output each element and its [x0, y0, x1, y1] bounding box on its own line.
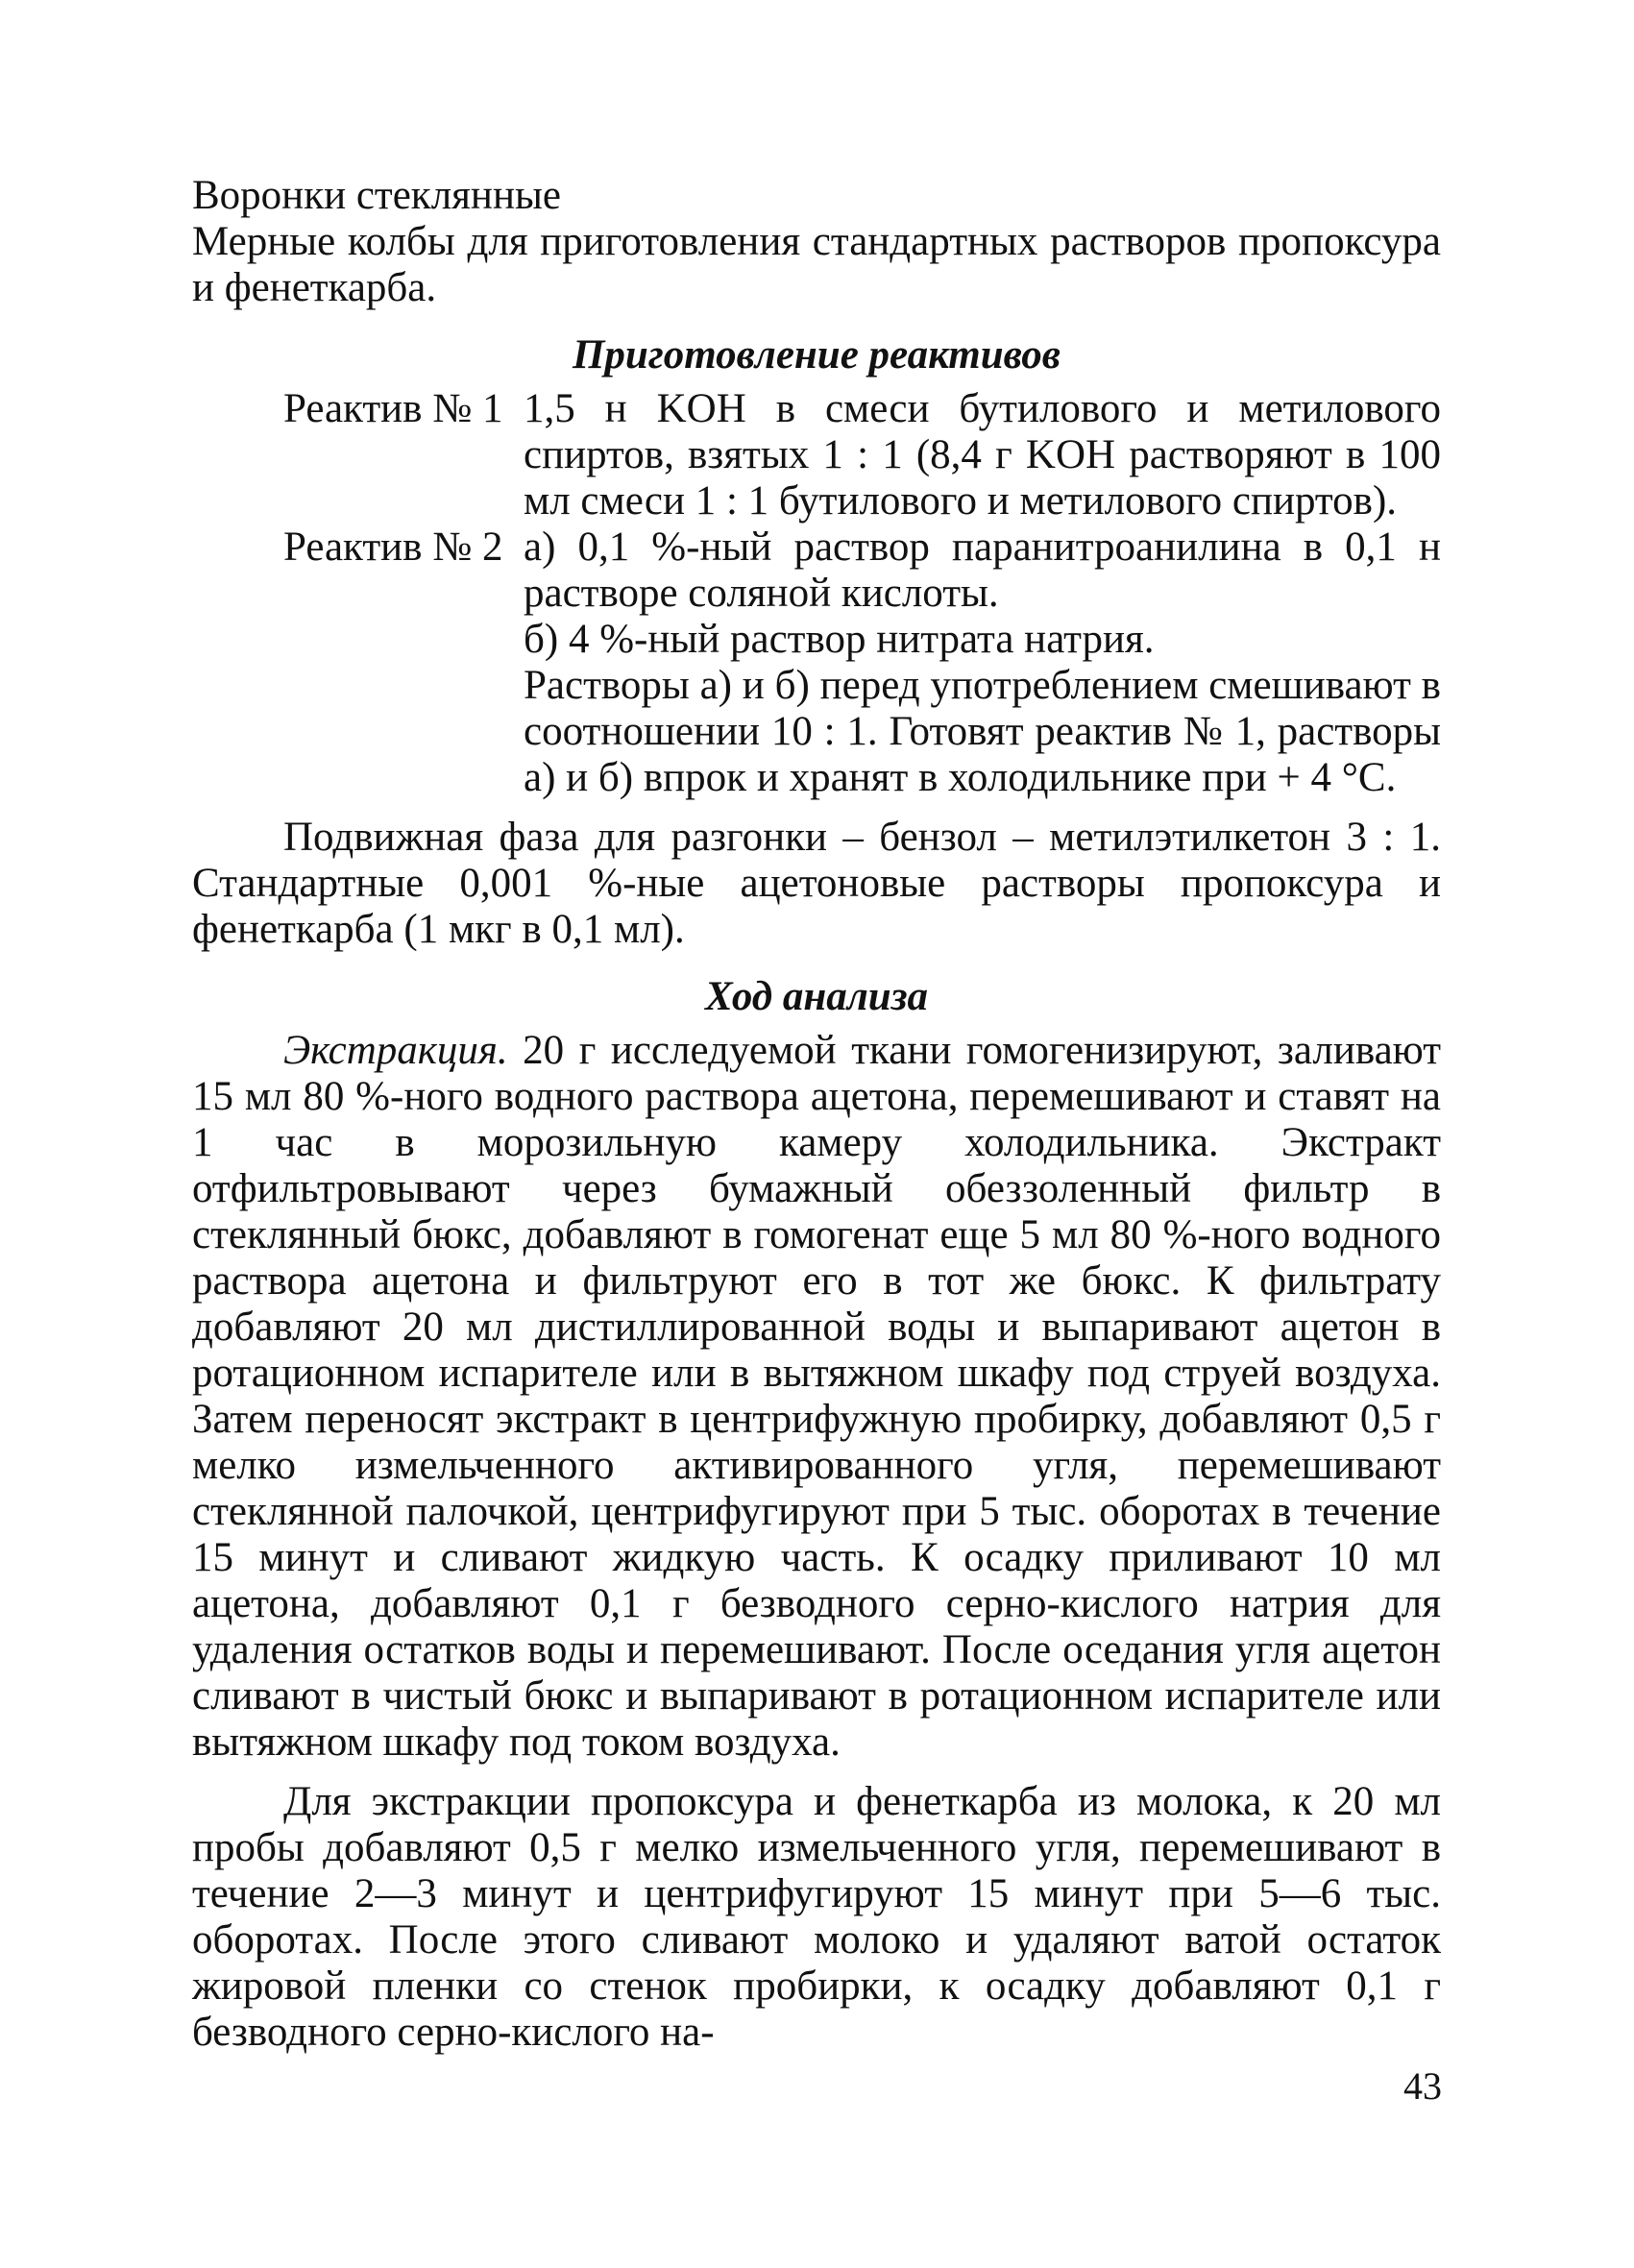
analysis-heading: Ход анализа: [705, 974, 928, 1019]
reagent-1-text: [524, 386, 1441, 524]
reagent-1-label: Реактив № 1: [283, 386, 503, 431]
reagent-2: [283, 524, 1441, 801]
document-page: [192, 173, 1441, 2056]
page-number: 43: [1403, 2064, 1442, 2108]
equipment-line-flasks: Мерные колбы для приготовления стандартных растворов пропоксура и фенеткарба.: [192, 219, 1441, 310]
reagent-1: [283, 386, 1441, 524]
milk-extraction-paragraph: Для экстракции пропоксура и фенеткарба из молока, к 20 мл пробы добавляют 0,5 г мелко измельченного угля, перемешивают в течение 2—3 минут и центрифугируют 15 минут при 5—6 тыс. оборотах. После этого сливают молоко и удаляют ватой остаток жировой пленки со стенок пробирки, к осадку добавляют 0,1 г безводного серно-кислого на-: [192, 1779, 1441, 2055]
reagent-2-solution-b: б) 4 %-ный раствор нитрата натрия.: [524, 617, 1155, 662]
reagent-2-text: [524, 524, 1441, 801]
reagent-2-solution-a: а) 0,1 %-ный раствор паранитроанилина в 0,1 н растворе соляной кислоты.: [524, 524, 1441, 616]
mobile-phase-paragraph: Подвижная фаза для разгонки – бензол – метилэтилкетон 3 : 1. Стандартные 0,001 %-ные ацетоновые растворы пропоксура и фенеткарба (1 мкг в 0,1 мл).: [192, 815, 1441, 952]
reagent-1-description: 1,5 н KOH в смеси бутилового и метилового спиртов, взятых 1 : 1 (8,4 г KOH растворяют в 100 мл смеси 1 : 1 бутилового и метилового спиртов).: [524, 386, 1441, 524]
equipment-line-funnels: Воронки стеклянные: [192, 173, 561, 218]
reagent-2-mixing-note: Растворы а) и б) перед употреблением смешивают в соотношении 10 : 1. Готовят реактив № 1, растворы а) и б) впрок и хранят в холодильнике при + 4 °С.: [524, 663, 1441, 800]
extraction-paragraph: [192, 1028, 1441, 1766]
extraction-lead: Экстракция.: [283, 1028, 508, 1073]
extraction-text: 20 г исследуемой ткани гомогенизируют, заливают 15 мл 80 %-ного водного раствора ацетона, перемешивают и ставят на 1 час в морозильную камеру холодильника. Экстракт отфильтровывают через бумажный обеззоленный фильтр в стеклянный бюкс, добавляют в гомогенат еще 5 мл 80 %-ного водного раствора ацетона и фильтруют его в тот же бюкс. К фильтрату добавляют 20 мл дистиллированной воды и выпаривают ацетон в ротационном испарителе или в вытяжном шкафу под струей воздуха. Затем переносят экстракт в центрифужную пробирку, добавляют 0,5 г мелко измельченного активированного угля, перемешивают стеклянной палочкой, центрифугируют при 5 тыс. оборотах в течение 15 минут и сливают жидкую часть. К осадку приливают 10 мл ацетона, добавляют 0,1 г безводного серно-кислого натрия для удаления остатков воды и перемешивают. После оседания угля ацетон сливают в чистый бюкс и выпаривают в ротационном испарителе или вытяжном шкафу под током воздуха.: [192, 1028, 1441, 1765]
reagents-heading: Приготовление реактивов: [572, 332, 1061, 378]
reagent-2-label: Реактив № 2: [283, 524, 503, 570]
